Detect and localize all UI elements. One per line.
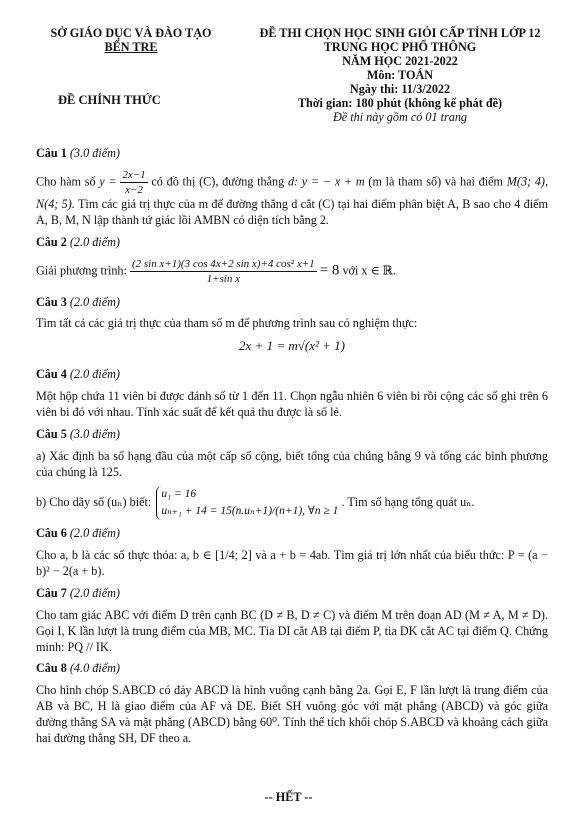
question-6-text: Cho a, b là các số thực thỏa: a, b ∈ [1/4; 2] và a + b = 4ab. Tìm giá trị lớn nhất của biểu thức: P = (a − b)² − 2(a + b).	[36, 548, 548, 579]
school-year: NĂM HỌC 2021-2022	[342, 54, 458, 68]
question-2-title: Câu 2 (2.0 điểm)	[36, 235, 120, 250]
subject: Môn: TOÁN	[366, 68, 434, 82]
question-8-text: Cho hình chóp S.ABCD có đáy ABCD là hình vuông cạnh bằng 2a. Gọi E, F lần lượt là trung điểm của AB và BC, H là giao điểm của AF và DE. Biết SH vuông góc với mặt phẳng (ABCD) và góc giữa đường thẳng SA và mặt phẳng (ABCD) bằng 60⁰. Tính thể tích khối chóp S.ABCD và khoảng cách giữa hai đường thẳng SH, DF theo a.	[36, 683, 548, 745]
province-name: BẾN TRE	[104, 40, 158, 54]
end-marker: -- HẾT --	[264, 790, 313, 804]
question-7-title: Câu 7 (2.0 điểm)	[36, 585, 120, 600]
question-3-equation: 2x + 1 = m√(x² + 1)	[239, 338, 345, 354]
question-5b-text: b) Cho dãy số (uₙ) biết: u₁ = 16 uₙ₊₁ + 14 = 15(n.uₙ+1)/(n+1), ∀n ≥ 1 . Tìm số hạng tổng quát uₙ.	[36, 486, 548, 520]
question-7-text: Cho tam giác ABC với điểm D trên cạnh BC (D ≠ B, D ≠ C) và điểm M trên đoạn AD (M ≠ A, M ≠ D). Gọi I, K lần lượt là trung điểm của MB, MC. Tia DI cắt AB tại điểm P, tia DK cắt AC tại điểm Q. Chứng minh: PQ // IK.	[36, 607, 548, 654]
exam-level: TRUNG HỌC PHỔ THÔNG	[323, 40, 477, 54]
recurrence-system: u₁ = 16 uₙ₊₁ + 14 = 15(n.uₙ+1)/(n+1), ∀n ≥ 1	[156, 486, 338, 520]
official-label: ĐỀ CHÍNH THỨC	[58, 93, 161, 107]
exam-content	[36, 146, 548, 753]
question-1-text: Cho hàm số y = $\frac{2x-1}{x-2}$ có đồ thị (C), đường thẳng d: y = − x + m (m là tham số) và hai điểm M(3; 4), N(4; 5). Tìm các giá trị thực của m để đường thẳng d cắt (C) tại hai điểm phân biệt A, B sao cho 4 điểm A, B, M, N lập thành tứ giác lồi AMBN có diện tích bằng 2.	[36, 168, 549, 228]
question-2-text: Giải phương trình: $\frac{\text{(2 sin x+1)(3 cos 4x+2 sin x)+4 cos² x+1}}{\text{1+sin x}}$ = 8 với x ∈ ℝ.	[36, 258, 396, 286]
question-6-title: Câu 6 (2.0 điểm)	[36, 526, 120, 541]
question-4-text: Một hộp chứa 11 viên bi được đánh số từ 1 đến 11. Chọn ngẫu nhiên 6 viên bi rồi cộng các số ghi trên 6 viên bi đó với nhau. Tính xác suất để kết quả thu được là số lẻ.	[36, 389, 548, 419]
page-count-note: Đề thi này gồm có 01 trang	[332, 110, 468, 124]
question-5a-text: a) Xác định ba số hạng đầu của một cấp số cộng, biết tổng của chúng bằng 9 và tổng các bình phương của chúng là 125.	[36, 448, 548, 479]
exam-date: Ngày thi: 11/3/2022	[349, 82, 451, 96]
department-name: SỞ GIÁO DỤC VÀ ĐÀO TẠO	[50, 26, 212, 40]
question-5-title: Câu 5 (3.0 điểm)	[36, 426, 120, 441]
department-header	[36, 26, 226, 54]
exam-title: ĐỀ THI CHỌN HỌC SINH GIỎI CẤP TỈNH LỚP 12	[259, 26, 541, 40]
question-1-title: Câu 1 (3.0 điểm)	[36, 146, 120, 160]
question-3-text: Tìm tất cả các giá trị thực của tham số m để phương trình sau có nghiệm thực:	[36, 316, 418, 331]
question-4-title: Câu 4 (2.0 điểm)	[36, 367, 120, 382]
question-8-title: Câu 8 (4.0 điểm)	[36, 661, 120, 676]
question-3-title: Câu 3 (2.0 điểm)	[36, 294, 120, 309]
exam-duration: Thời gian: 180 phút (không kể phát đề)	[297, 96, 503, 110]
exam-header	[240, 26, 560, 124]
